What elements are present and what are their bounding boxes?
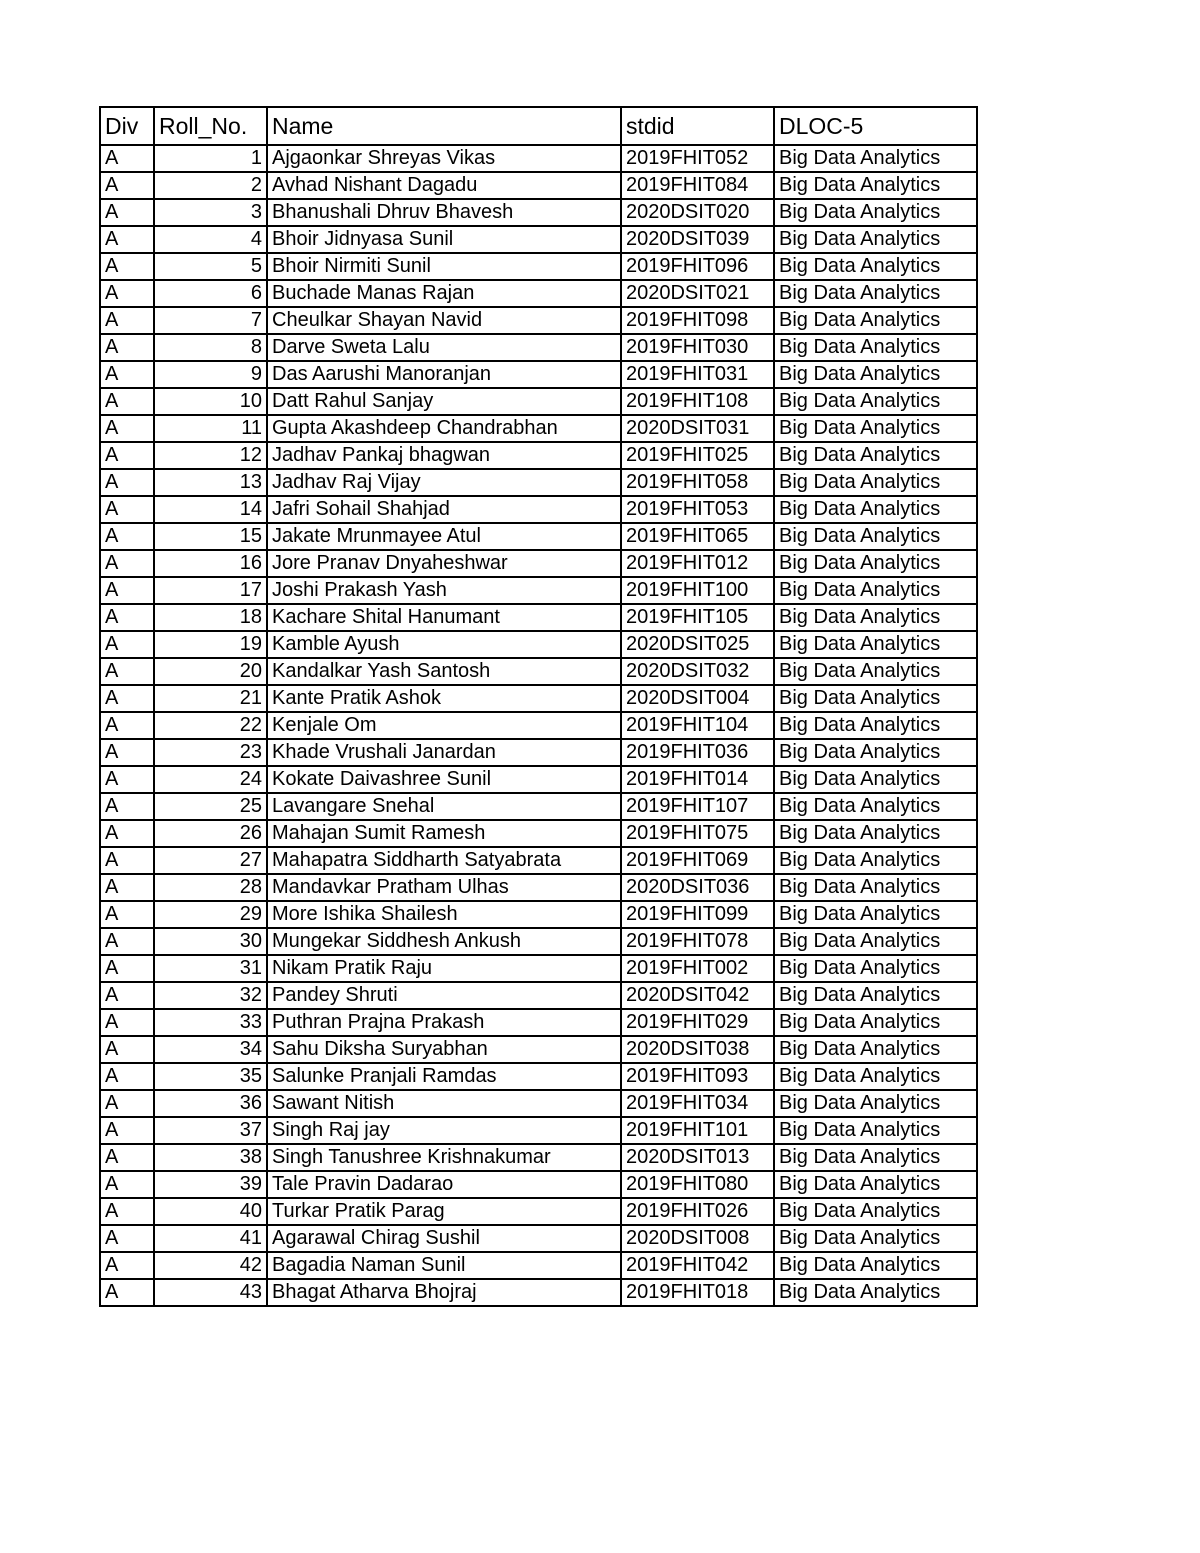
table-row	[100, 1090, 977, 1117]
cell-div: A	[100, 1279, 154, 1306]
table-row	[100, 226, 977, 253]
cell-stdid: 2020DSIT038	[621, 1036, 774, 1063]
cell-roll-no: 11	[154, 415, 267, 442]
cell-name: Ajgaonkar Shreyas Vikas	[267, 145, 621, 172]
cell-stdid: 2019FHIT036	[621, 739, 774, 766]
cell-name: Puthran Prajna Prakash	[267, 1009, 621, 1036]
cell-roll-no: 2	[154, 172, 267, 199]
cell-name: Jadhav Raj Vijay	[267, 469, 621, 496]
cell-name: Bhoir Nirmiti Sunil	[267, 253, 621, 280]
cell-div: A	[100, 523, 154, 550]
cell-name: Singh Raj jay	[267, 1117, 621, 1144]
table-row	[100, 847, 977, 874]
cell-roll-no: 35	[154, 1063, 267, 1090]
cell-dloc-5: Big Data Analytics	[774, 685, 977, 712]
header-row	[100, 107, 977, 145]
cell-name: Joshi Prakash Yash	[267, 577, 621, 604]
cell-name: Agarawal Chirag Sushil	[267, 1225, 621, 1252]
cell-roll-no: 39	[154, 1171, 267, 1198]
table-row	[100, 658, 977, 685]
cell-dloc-5: Big Data Analytics	[774, 820, 977, 847]
cell-stdid: 2019FHIT031	[621, 361, 774, 388]
table-row	[100, 874, 977, 901]
cell-stdid: 2019FHIT058	[621, 469, 774, 496]
cell-roll-no: 18	[154, 604, 267, 631]
cell-name: Bhanushali Dhruv Bhavesh	[267, 199, 621, 226]
cell-div: A	[100, 172, 154, 199]
cell-roll-no: 10	[154, 388, 267, 415]
table-row	[100, 496, 977, 523]
cell-roll-no: 30	[154, 928, 267, 955]
cell-stdid: 2019FHIT099	[621, 901, 774, 928]
cell-stdid: 2019FHIT105	[621, 604, 774, 631]
cell-name: Kokate Daivashree Sunil	[267, 766, 621, 793]
cell-roll-no: 20	[154, 658, 267, 685]
cell-roll-no: 37	[154, 1117, 267, 1144]
table-row	[100, 1009, 977, 1036]
table-row	[100, 469, 977, 496]
cell-div: A	[100, 226, 154, 253]
table-row	[100, 361, 977, 388]
cell-div: A	[100, 1063, 154, 1090]
cell-stdid: 2019FHIT069	[621, 847, 774, 874]
cell-dloc-5: Big Data Analytics	[774, 766, 977, 793]
cell-dloc-5: Big Data Analytics	[774, 145, 977, 172]
cell-div: A	[100, 1144, 154, 1171]
cell-stdid: 2019FHIT014	[621, 766, 774, 793]
cell-stdid: 2019FHIT002	[621, 955, 774, 982]
cell-stdid: 2019FHIT107	[621, 793, 774, 820]
cell-stdid: 2019FHIT053	[621, 496, 774, 523]
cell-name: Kamble Ayush	[267, 631, 621, 658]
cell-div: A	[100, 739, 154, 766]
cell-name: Bhoir Jidnyasa Sunil	[267, 226, 621, 253]
cell-stdid: 2019FHIT025	[621, 442, 774, 469]
cell-name: Jore Pranav Dnyaheshwar	[267, 550, 621, 577]
cell-dloc-5: Big Data Analytics	[774, 253, 977, 280]
cell-dloc-5: Big Data Analytics	[774, 847, 977, 874]
cell-name: Mungekar Siddhesh Ankush	[267, 928, 621, 955]
cell-div: A	[100, 307, 154, 334]
cell-dloc-5: Big Data Analytics	[774, 955, 977, 982]
cell-dloc-5: Big Data Analytics	[774, 1009, 977, 1036]
cell-name: Kenjale Om	[267, 712, 621, 739]
cell-roll-no: 9	[154, 361, 267, 388]
table-row	[100, 793, 977, 820]
cell-div: A	[100, 685, 154, 712]
cell-stdid: 2019FHIT080	[621, 1171, 774, 1198]
cell-div: A	[100, 631, 154, 658]
cell-div: A	[100, 361, 154, 388]
cell-stdid: 2020DSIT021	[621, 280, 774, 307]
table-row	[100, 523, 977, 550]
cell-roll-no: 17	[154, 577, 267, 604]
table-row	[100, 712, 977, 739]
cell-roll-no: 38	[154, 1144, 267, 1171]
cell-roll-no: 15	[154, 523, 267, 550]
cell-div: A	[100, 550, 154, 577]
cell-stdid: 2020DSIT042	[621, 982, 774, 1009]
table-row	[100, 1117, 977, 1144]
cell-dloc-5: Big Data Analytics	[774, 577, 977, 604]
table-row	[100, 901, 977, 928]
cell-stdid: 2020DSIT025	[621, 631, 774, 658]
cell-stdid: 2020DSIT004	[621, 685, 774, 712]
cell-div: A	[100, 1009, 154, 1036]
cell-name: Bagadia Naman Sunil	[267, 1252, 621, 1279]
cell-dloc-5: Big Data Analytics	[774, 1279, 977, 1306]
table-row	[100, 1036, 977, 1063]
cell-dloc-5: Big Data Analytics	[774, 1144, 977, 1171]
cell-div: A	[100, 793, 154, 820]
table-row	[100, 415, 977, 442]
table-row	[100, 766, 977, 793]
table-row	[100, 550, 977, 577]
cell-div: A	[100, 712, 154, 739]
cell-dloc-5: Big Data Analytics	[774, 199, 977, 226]
cell-stdid: 2019FHIT018	[621, 1279, 774, 1306]
cell-name: Singh Tanushree Krishnakumar	[267, 1144, 621, 1171]
cell-dloc-5: Big Data Analytics	[774, 982, 977, 1009]
cell-stdid: 2019FHIT098	[621, 307, 774, 334]
cell-div: A	[100, 820, 154, 847]
cell-div: A	[100, 145, 154, 172]
cell-div: A	[100, 1198, 154, 1225]
cell-stdid: 2020DSIT031	[621, 415, 774, 442]
cell-name: Jafri Sohail Shahjad	[267, 496, 621, 523]
table-row	[100, 604, 977, 631]
cell-div: A	[100, 388, 154, 415]
cell-stdid: 2020DSIT039	[621, 226, 774, 253]
cell-stdid: 2020DSIT036	[621, 874, 774, 901]
cell-name: Buchade Manas Rajan	[267, 280, 621, 307]
table-row	[100, 1225, 977, 1252]
table-row	[100, 685, 977, 712]
cell-name: Bhagat Atharva Bhojraj	[267, 1279, 621, 1306]
cell-roll-no: 41	[154, 1225, 267, 1252]
cell-div: A	[100, 874, 154, 901]
table-row	[100, 631, 977, 658]
cell-name: Tale Pravin Dadarao	[267, 1171, 621, 1198]
cell-name: More Ishika Shailesh	[267, 901, 621, 928]
cell-dloc-5: Big Data Analytics	[774, 307, 977, 334]
cell-div: A	[100, 847, 154, 874]
cell-name: Datt Rahul Sanjay	[267, 388, 621, 415]
cell-roll-no: 25	[154, 793, 267, 820]
cell-name: Nikam Pratik Raju	[267, 955, 621, 982]
cell-stdid: 2019FHIT026	[621, 1198, 774, 1225]
cell-roll-no: 40	[154, 1198, 267, 1225]
cell-name: Mandavkar Pratham Ulhas	[267, 874, 621, 901]
cell-div: A	[100, 766, 154, 793]
cell-div: A	[100, 253, 154, 280]
cell-name: Jadhav Pankaj bhagwan	[267, 442, 621, 469]
cell-div: A	[100, 334, 154, 361]
cell-stdid: 2019FHIT030	[621, 334, 774, 361]
cell-stdid: 2019FHIT042	[621, 1252, 774, 1279]
cell-div: A	[100, 469, 154, 496]
cell-dloc-5: Big Data Analytics	[774, 874, 977, 901]
cell-div: A	[100, 658, 154, 685]
cell-dloc-5: Big Data Analytics	[774, 280, 977, 307]
header-name: Name	[267, 107, 621, 145]
table-row	[100, 172, 977, 199]
cell-dloc-5: Big Data Analytics	[774, 1063, 977, 1090]
table-row	[100, 388, 977, 415]
cell-div: A	[100, 1252, 154, 1279]
table-row	[100, 739, 977, 766]
cell-div: A	[100, 1036, 154, 1063]
cell-name: Kante Pratik Ashok	[267, 685, 621, 712]
cell-name: Lavangare Snehal	[267, 793, 621, 820]
cell-roll-no: 21	[154, 685, 267, 712]
cell-dloc-5: Big Data Analytics	[774, 442, 977, 469]
cell-div: A	[100, 496, 154, 523]
table-row	[100, 982, 977, 1009]
cell-roll-no: 43	[154, 1279, 267, 1306]
cell-div: A	[100, 1171, 154, 1198]
cell-dloc-5: Big Data Analytics	[774, 1117, 977, 1144]
cell-div: A	[100, 1090, 154, 1117]
cell-roll-no: 32	[154, 982, 267, 1009]
cell-name: Sahu Diksha Suryabhan	[267, 1036, 621, 1063]
cell-roll-no: 1	[154, 145, 267, 172]
cell-dloc-5: Big Data Analytics	[774, 658, 977, 685]
cell-div: A	[100, 1117, 154, 1144]
cell-dloc-5: Big Data Analytics	[774, 793, 977, 820]
cell-roll-no: 6	[154, 280, 267, 307]
cell-roll-no: 23	[154, 739, 267, 766]
cell-roll-no: 8	[154, 334, 267, 361]
table-row	[100, 253, 977, 280]
cell-dloc-5: Big Data Analytics	[774, 631, 977, 658]
cell-dloc-5: Big Data Analytics	[774, 604, 977, 631]
cell-stdid: 2019FHIT078	[621, 928, 774, 955]
cell-dloc-5: Big Data Analytics	[774, 361, 977, 388]
cell-dloc-5: Big Data Analytics	[774, 550, 977, 577]
cell-roll-no: 12	[154, 442, 267, 469]
table-row	[100, 1144, 977, 1171]
cell-dloc-5: Big Data Analytics	[774, 523, 977, 550]
cell-roll-no: 36	[154, 1090, 267, 1117]
cell-roll-no: 4	[154, 226, 267, 253]
cell-stdid: 2019FHIT104	[621, 712, 774, 739]
table-body	[100, 145, 977, 1306]
cell-dloc-5: Big Data Analytics	[774, 1090, 977, 1117]
cell-stdid: 2019FHIT029	[621, 1009, 774, 1036]
header-stdid: stdid	[621, 107, 774, 145]
cell-div: A	[100, 1225, 154, 1252]
cell-dloc-5: Big Data Analytics	[774, 1252, 977, 1279]
student-table	[99, 106, 978, 1307]
cell-div: A	[100, 928, 154, 955]
cell-stdid: 2020DSIT020	[621, 199, 774, 226]
cell-roll-no: 22	[154, 712, 267, 739]
cell-stdid: 2019FHIT034	[621, 1090, 774, 1117]
cell-div: A	[100, 415, 154, 442]
cell-stdid: 2019FHIT075	[621, 820, 774, 847]
cell-roll-no: 5	[154, 253, 267, 280]
cell-stdid: 2019FHIT100	[621, 577, 774, 604]
cell-roll-no: 19	[154, 631, 267, 658]
cell-div: A	[100, 442, 154, 469]
header-dloc-5: DLOC-5	[774, 107, 977, 145]
cell-dloc-5: Big Data Analytics	[774, 1225, 977, 1252]
cell-dloc-5: Big Data Analytics	[774, 415, 977, 442]
cell-name: Avhad Nishant Dagadu	[267, 172, 621, 199]
cell-dloc-5: Big Data Analytics	[774, 928, 977, 955]
cell-name: Kachare Shital Hanumant	[267, 604, 621, 631]
cell-dloc-5: Big Data Analytics	[774, 1198, 977, 1225]
cell-stdid: 2019FHIT012	[621, 550, 774, 577]
cell-div: A	[100, 955, 154, 982]
cell-roll-no: 24	[154, 766, 267, 793]
table-row	[100, 334, 977, 361]
table-row	[100, 820, 977, 847]
table-row	[100, 577, 977, 604]
table-row	[100, 1279, 977, 1306]
cell-stdid: 2019FHIT108	[621, 388, 774, 415]
cell-roll-no: 29	[154, 901, 267, 928]
table-row	[100, 280, 977, 307]
cell-dloc-5: Big Data Analytics	[774, 388, 977, 415]
table-row	[100, 928, 977, 955]
cell-stdid: 2019FHIT096	[621, 253, 774, 280]
cell-dloc-5: Big Data Analytics	[774, 712, 977, 739]
cell-dloc-5: Big Data Analytics	[774, 226, 977, 253]
header-roll-no: Roll_No.	[154, 107, 267, 145]
cell-name: Jakate Mrunmayee Atul	[267, 523, 621, 550]
cell-dloc-5: Big Data Analytics	[774, 739, 977, 766]
cell-div: A	[100, 199, 154, 226]
table-row	[100, 199, 977, 226]
cell-roll-no: 13	[154, 469, 267, 496]
cell-stdid: 2019FHIT065	[621, 523, 774, 550]
cell-name: Darve Sweta Lalu	[267, 334, 621, 361]
table-row	[100, 442, 977, 469]
cell-roll-no: 28	[154, 874, 267, 901]
table-row	[100, 1171, 977, 1198]
cell-roll-no: 7	[154, 307, 267, 334]
cell-dloc-5: Big Data Analytics	[774, 496, 977, 523]
cell-name: Mahajan Sumit Ramesh	[267, 820, 621, 847]
cell-name: Salunke Pranjali Ramdas	[267, 1063, 621, 1090]
cell-name: Khade Vrushali Janardan	[267, 739, 621, 766]
cell-name: Sawant Nitish	[267, 1090, 621, 1117]
cell-stdid: 2020DSIT032	[621, 658, 774, 685]
cell-div: A	[100, 982, 154, 1009]
cell-roll-no: 42	[154, 1252, 267, 1279]
cell-roll-no: 34	[154, 1036, 267, 1063]
cell-dloc-5: Big Data Analytics	[774, 901, 977, 928]
cell-roll-no: 14	[154, 496, 267, 523]
cell-roll-no: 3	[154, 199, 267, 226]
cell-roll-no: 31	[154, 955, 267, 982]
cell-name: Cheulkar Shayan Navid	[267, 307, 621, 334]
cell-div: A	[100, 604, 154, 631]
cell-name: Gupta Akashdeep Chandrabhan	[267, 415, 621, 442]
table-row	[100, 145, 977, 172]
cell-dloc-5: Big Data Analytics	[774, 1036, 977, 1063]
cell-dloc-5: Big Data Analytics	[774, 172, 977, 199]
cell-stdid: 2019FHIT084	[621, 172, 774, 199]
cell-stdid: 2019FHIT052	[621, 145, 774, 172]
cell-roll-no: 16	[154, 550, 267, 577]
cell-roll-no: 33	[154, 1009, 267, 1036]
cell-stdid: 2019FHIT101	[621, 1117, 774, 1144]
table-row	[100, 1252, 977, 1279]
cell-dloc-5: Big Data Analytics	[774, 334, 977, 361]
cell-name: Turkar Pratik Parag	[267, 1198, 621, 1225]
cell-div: A	[100, 577, 154, 604]
cell-name: Pandey Shruti	[267, 982, 621, 1009]
cell-stdid: 2020DSIT008	[621, 1225, 774, 1252]
cell-stdid: 2020DSIT013	[621, 1144, 774, 1171]
table-row	[100, 955, 977, 982]
header-div: Div	[100, 107, 154, 145]
cell-div: A	[100, 901, 154, 928]
cell-roll-no: 26	[154, 820, 267, 847]
cell-name: Mahapatra Siddharth Satyabrata	[267, 847, 621, 874]
cell-name: Kandalkar Yash Santosh	[267, 658, 621, 685]
table-row	[100, 307, 977, 334]
cell-dloc-5: Big Data Analytics	[774, 469, 977, 496]
cell-roll-no: 27	[154, 847, 267, 874]
cell-div: A	[100, 280, 154, 307]
cell-dloc-5: Big Data Analytics	[774, 1171, 977, 1198]
table-row	[100, 1063, 977, 1090]
cell-name: Das Aarushi Manoranjan	[267, 361, 621, 388]
table-row	[100, 1198, 977, 1225]
cell-stdid: 2019FHIT093	[621, 1063, 774, 1090]
